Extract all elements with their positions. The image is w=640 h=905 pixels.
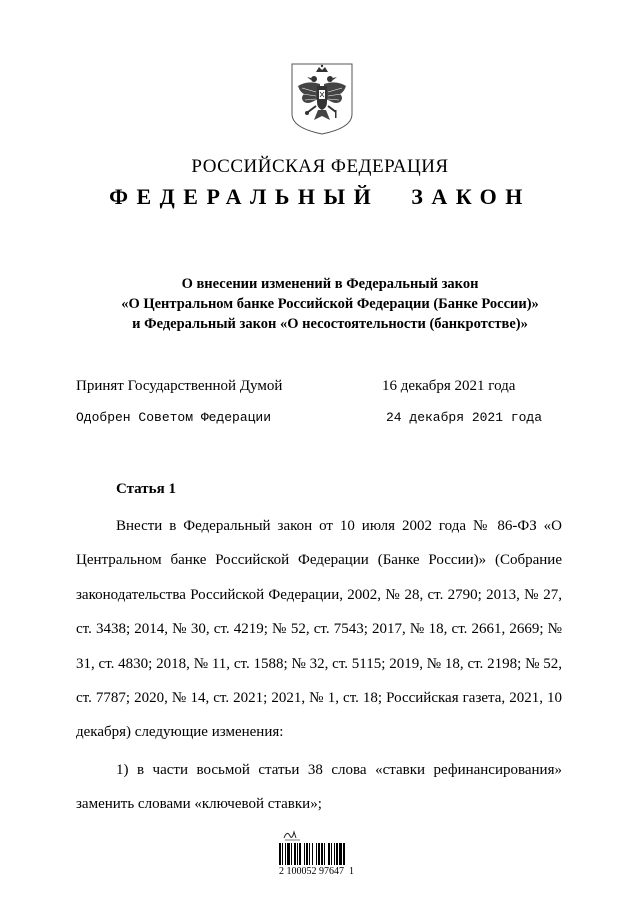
barcode-bar [336, 843, 338, 865]
barcode [279, 843, 365, 865]
barcode-bar [304, 843, 305, 865]
council-approval-label: Одобрен Советом Федерации [76, 410, 272, 425]
barcode-bar [309, 843, 310, 865]
barcode-bar [328, 843, 330, 865]
article-item-1: 1) в части восьмой статьи 38 слова «ставки рефинансирования» заменить словами «ключевой ставки»; [76, 762, 562, 813]
signature-mark-icon [282, 828, 302, 842]
barcode-bar [331, 843, 332, 865]
barcode-bar [318, 843, 320, 865]
law-title-line-3: и Федеральный закон «О несостоятельности (банкротстве)» [132, 316, 528, 332]
barcode-bar [294, 843, 296, 865]
law-title [60, 274, 600, 334]
council-approval-date: 24 декабря 2021 года [386, 410, 543, 425]
barcode-bar [291, 843, 292, 865]
duma-adoption-date: 16 декабря 2021 года [382, 378, 516, 394]
barcode-number: 2 100052 97647 1 [279, 866, 354, 877]
article-heading: Статья 1 [116, 481, 176, 497]
barcode-bar [287, 843, 290, 865]
barcode-bar [279, 843, 281, 865]
country-name: РОССИЙСКАЯ ФЕДЕРАЦИЯ [191, 156, 449, 177]
article-body-paragraph: Внести в Федеральный закон от 10 июля 2002 года № 86-ФЗ «О Центральном банке Российской Федерации (Банке России)» (Собрание законодательства Российской Федерации, 2002, № 28, ст. 2790; 2013, № 27, ст. 3438; 2014, № 30, ст. 4219; № 52, ст. 7543; 2017, № 18, ст. 2661, 2669; № 31, ст. 4830; 2018, № 11, ст. 1588; № 32, ст. 5115; 2019, № 18, ст. 2198; № 52, ст. 7787; 2020, № 14, ст. 2021; 2021, № 1, ст. 18; Российская газета, 2021, 10 декабря) следующие изменения: [76, 518, 562, 741]
barcode-bar [321, 843, 323, 865]
document-type: ФЕДЕРАЛЬНЫЙ ЗАКОН [109, 184, 531, 209]
barcode-bar [306, 843, 308, 865]
barcode-bar [312, 843, 313, 865]
barcode-bar [324, 843, 325, 865]
duma-adoption-label: Принят Государственной Думой [76, 378, 283, 394]
coat-of-arms-icon [290, 62, 354, 136]
barcode-bar [297, 843, 298, 865]
law-title-line-2: «О Центральном банке Российской Федерации (Банке России)» [121, 296, 539, 312]
barcode-bar [339, 843, 342, 865]
barcode-bar [282, 843, 283, 865]
barcode-bar [299, 843, 301, 865]
barcode-bar [343, 843, 345, 865]
barcode-bar [334, 843, 335, 865]
law-title-line-1: О внесении изменений в Федеральный закон [181, 276, 479, 292]
barcode-bar [285, 843, 286, 865]
barcode-bar [316, 843, 317, 865]
